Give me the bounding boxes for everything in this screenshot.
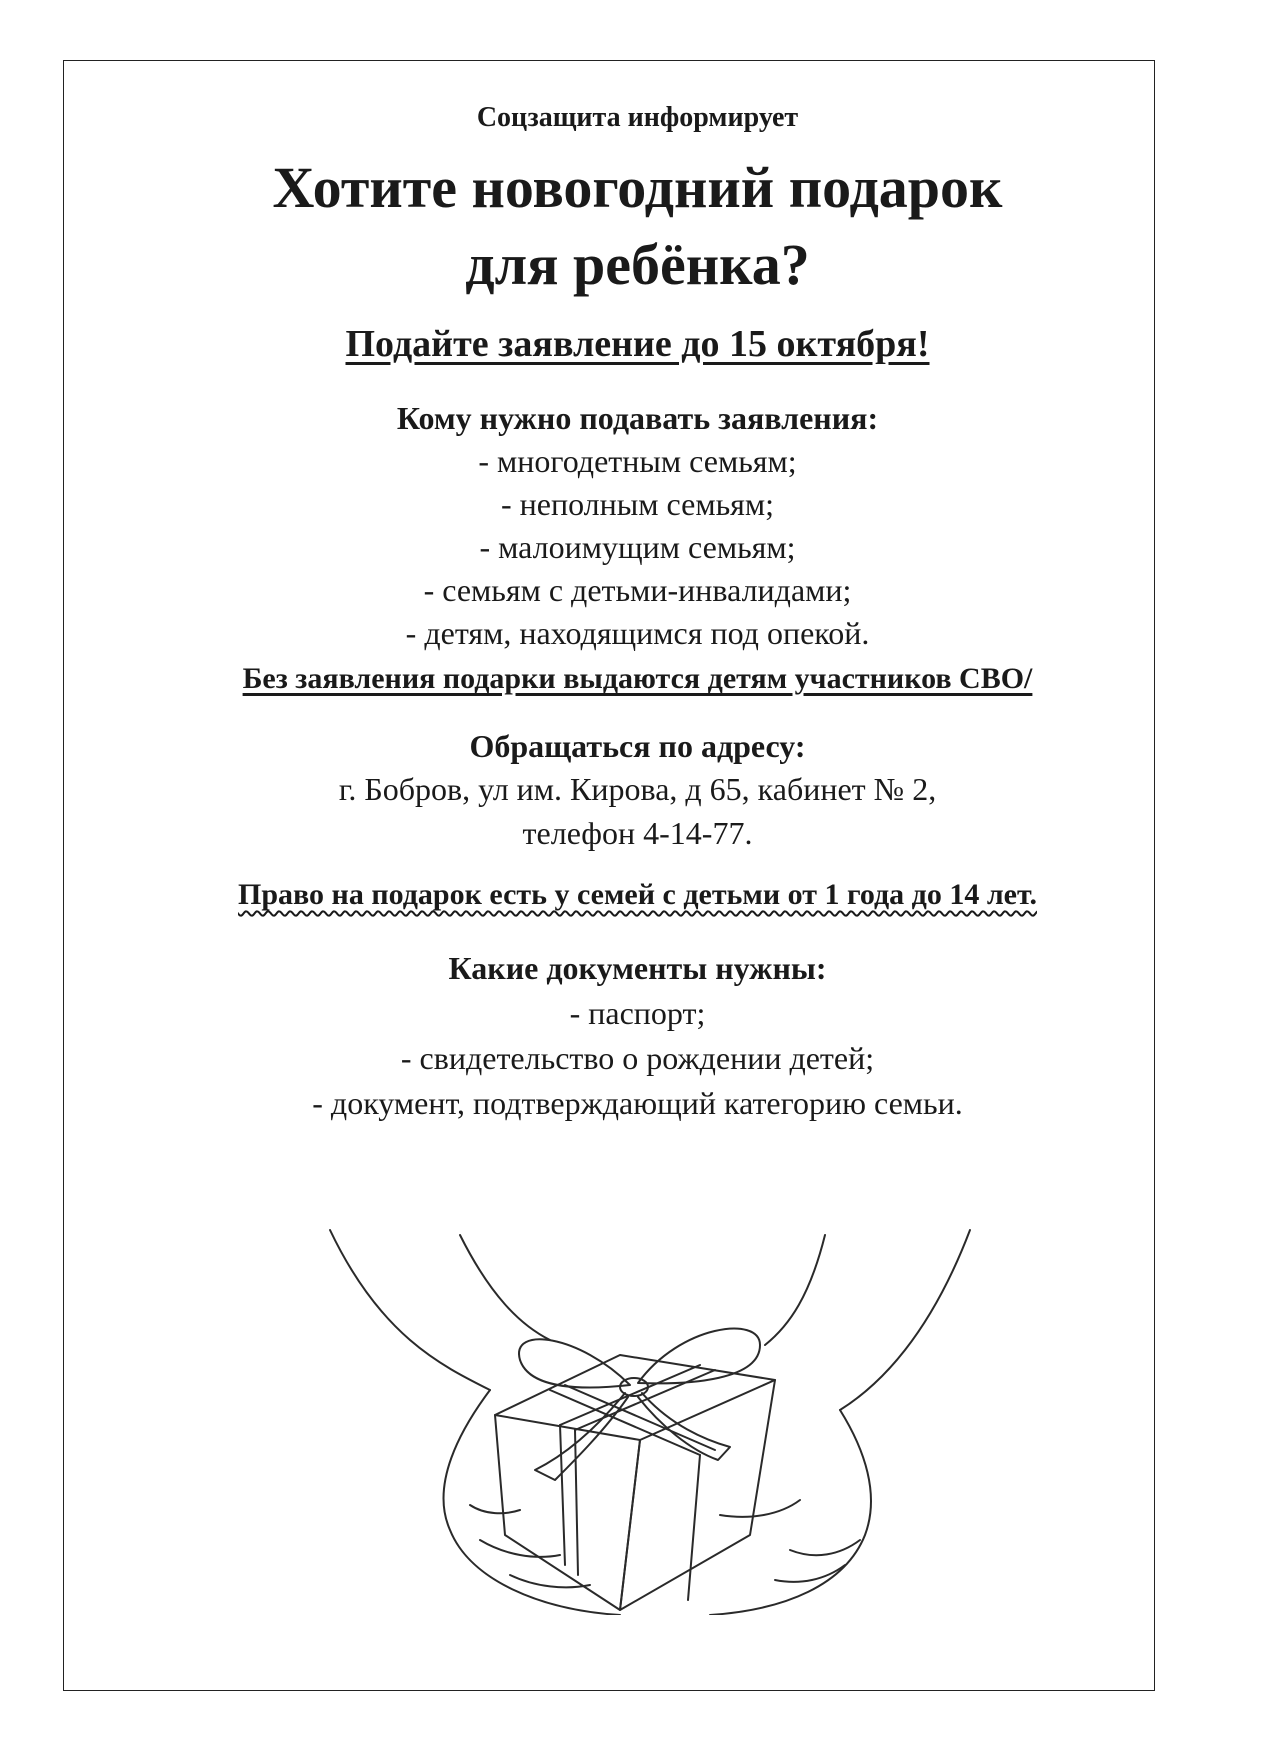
title-line-1: Хотите новогодний подарок [272,155,1003,220]
who-item: - неполным семьям; [500,486,775,522]
document-item: - свидетельство о рождении детей; [400,1040,875,1076]
header-label: Соцзащита информирует [476,102,799,133]
who-item: - семьям с детьми-инвалидами; [423,572,852,608]
who-heading: Кому нужно подавать заявления: [396,400,879,436]
phone-line: телефон 4-14-77. [522,815,753,851]
who-item: - детям, находящимся под опекой. [405,615,870,651]
documents-heading: Какие документы нужны: [448,950,827,986]
gift-in-hands-icon [320,1215,980,1615]
address-line: г. Бобров, ул им. Кирова, д 65, кабинет № 2, [338,771,937,807]
address-heading: Обращаться по адресу: [469,728,806,764]
who-item: - многодетным семьям; [478,443,797,479]
document-item: - паспорт; [569,995,706,1031]
who-item: - малоимущим семьям; [479,529,796,565]
document-item: - документ, подтверждающий категорию семьи. [312,1085,963,1121]
eligibility-note: Право на подарок есть у семей с детьми от 1 года до 14 лет. [238,878,1037,911]
deadline-subtitle: Подайте заявление до 15 октября! [345,323,930,365]
svo-note: Без заявления подарки выдаются детям участников СВО/ [242,662,1033,695]
title-line-2: для ребёнка? [465,232,810,297]
